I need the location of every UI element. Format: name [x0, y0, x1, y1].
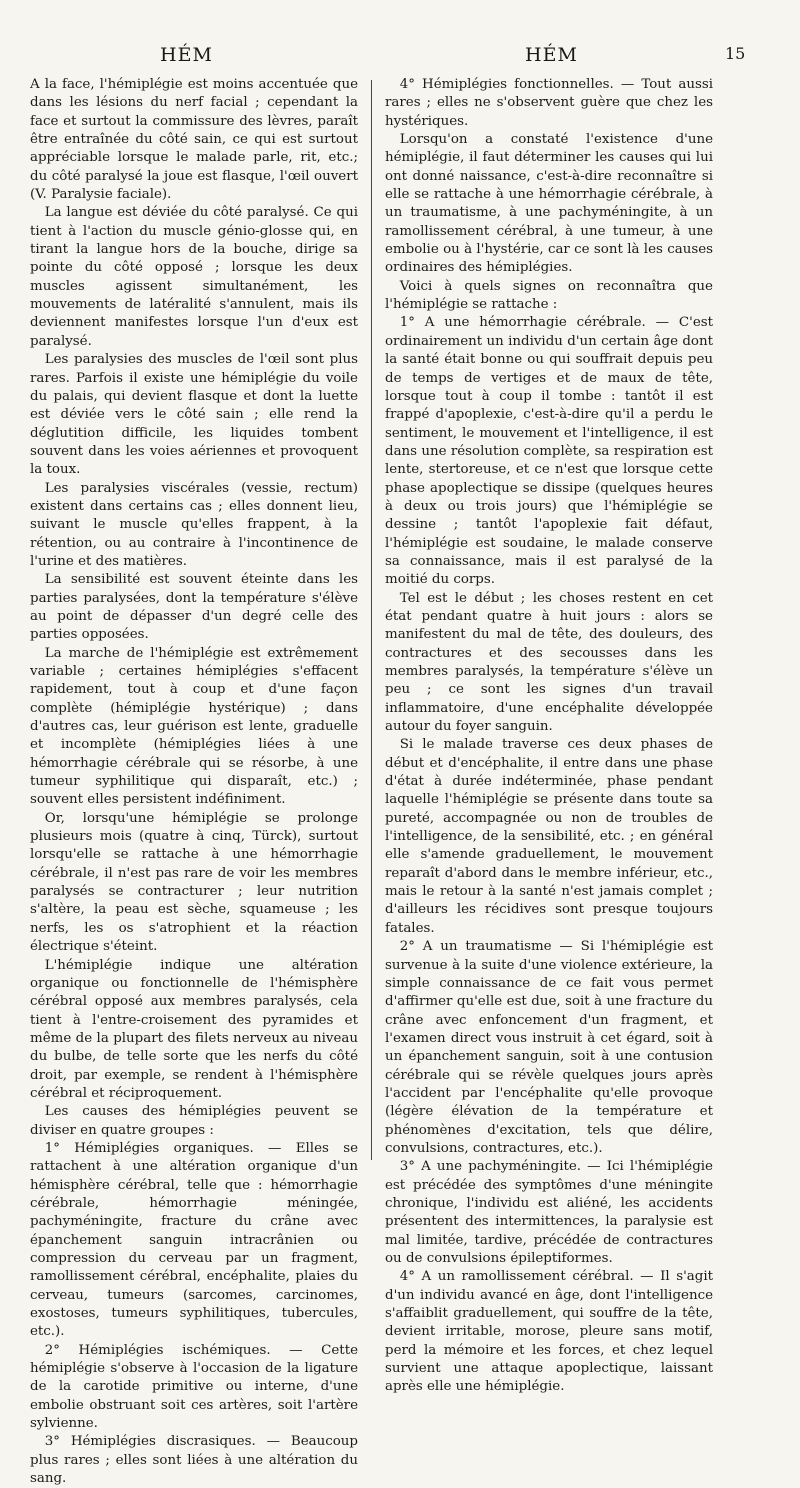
left-text-column — [30, 76, 358, 1488]
item-fonctionnelles: 4° Hémiplégies fonctionnelles. — Tout aussi rares ; elles ne s'observent guère que chez les hystériques. — [385, 77, 713, 129]
paragraph-debut: Tel est le début ; les choses restent en cet état pendant quatre à huit jours : alors se manifestent du mal de tête, des douleurs, des contractures et des secousses dans les membres paralysés, la température s'élève un peu ; ce sont les signes d'un travail inflammatoire, d'une encéphalite développée autour du foyer sanguin. — [385, 590, 713, 735]
running-header — [0, 36, 800, 76]
item-hemorrhagie: 1° A une hémorrhagie cérébrale. — C'est ordinairement un individu d'un certain âge dont la santé était bonne ou qui souffrait depuis peu de temps de vertiges et de maux de tête, lorsque tout à coup il tombe : tantôt il est frappé d'apoplexie, c'est-à-dire qu'il a perdu le sentiment, le mouvement et l'intelligence, il est dans une résolution complète, sa respiration est lente, stertoreuse, et ce n'est que lorsque cette phase apoplectique se dissipe (quelques heures à deux ou trois jours) que l'hémiplégie se dessine ; tantôt l'apoplexie fait défaut, l'hémiplégie est soudaine, le malade conserve sa connaissance, mais il est paralysé de la moitié du corps. — [385, 315, 713, 588]
column-divider — [371, 80, 372, 1160]
paragraph-prolongation: Or, lorsqu'une hémiplégie se prolonge plusieurs mois (quatre à cinq, Türck), surtout lorsqu'elle se rattache à une hémorrhagie cérébrale, il n'est pas rare de voir les membres paralysés se contracturer ; leur nutrition s'altère, la peau est sèche, squameuse ; les nerfs, les os s'atrophient et la réaction électrique s'éteint. — [30, 810, 358, 955]
paragraph-oeil: Les paralysies des muscles de l'œil sont plus rares. Parfois il existe une hémiplégie du voile du palais, qui devient flasque et dont la luette est déviée vers le côté sain ; elle rend la déglutition difficile, les liquides tombent souvent dans les voies aériennes et provoquent la toux. — [30, 352, 358, 478]
paragraph-sensibilite: La sensibilité est souvent éteinte dans les parties paralysées, dont la température s'élève au point de dépasser d'un degré celle des parties opposées. — [30, 572, 358, 643]
paragraph-langue: La langue est déviée du côté paralysé. Ce qui tient à l'action du muscle génio-glosse qui, en tirant la langue hors de la bouche, dirige sa pointe du côté opposé ; lorsque les deux muscles agissent simultanément, les mouvements de latéralité s'annulent, mais ils deviennent manifestes lorsque l'un d'eux est paralysé. — [30, 205, 358, 349]
page-number: 15 — [725, 44, 746, 63]
item-ramollissement: 4° A un ramollissement cérébral. — Il s'agit d'un individu avancé en âge, dont l'intelligence s'affaiblit graduellement, qui souffre de la tête, devient irritable, morose, pleure sans motif, perd la mémoire et les forces, et chez lequel survient une attaque apoplectique, laissant après elle une hémiplégie. — [385, 1269, 713, 1395]
running-head-right: HÉM — [525, 44, 578, 66]
paragraph-phase-etat: Si le malade traverse ces deux phases de début et d'encéphalite, il entre dans une phase d'état à durée indéterminée, phase pendant laquelle l'hémiplégie se présente dans toute sa pureté, accompagnée ou non de troubles de l'intelligence, de la sensibilité, etc. ; en général elle s'amende graduellement, le mouvement reparaît d'abord dans le membre inférieur, etc., mais le retour à la santé n'est jamais complet ; d'ailleurs les récidives sont presque toujours fatales. — [385, 737, 713, 936]
right-text-column — [385, 76, 713, 1397]
paragraph-marche: La marche de l'hémiplégie est extrêmement variable ; certaines hémiplégies s'effacent rapidement, tout à coup et d'une façon complète (hémiplégie hystérique) ; dans d'autres cas, leur guérison est lente, graduelle et incomplète (hémiplégies liées à une hémorrhagie cérébrale qui se résorbe, à une tumeur syphilitique qui disparaît, etc.) ; souvent elles persistent indéfiniment. — [30, 645, 358, 808]
paragraph-signes: Voici à quels signes on reconnaîtra que l'hémiplégie se rattache : — [385, 278, 713, 313]
item-traumatisme: 2° A un traumatisme — Si l'hémiplégie est survenue à la suite d'une violence extérieure, la simple connaissance de ce fait vous permet d'affirmer qu'elle est due, soit à une fracture du crâne avec enfoncement d'un fragment, et l'examen direct vous instruit à cet égard, soit à un épanchement sanguin, soit à une contusion cérébrale qui se révèle quelques jours après l'accident par l'encéphalite qu'elle provoque (légère élévation de la température et phénomènes d'excitation, tels que délire, convulsions, contractures, etc.). — [385, 939, 713, 1156]
running-head-left: HÉM — [160, 44, 213, 66]
item-ischemiques: 2° Hémiplégies ischémiques. — Cette hémiplégie s'observe à l'occasion de la ligature de la carotide primitive ou interne, d'une embolie obstruant soit ces artères, soit l'artère sylvienne. — [30, 1342, 358, 1432]
paragraph-alteration: L'hémiplégie indique une altération organique ou fonctionnelle de l'hémisphère cérébral opposé aux membres paralysés, cela tient à l'entre-croisement des pyramides et même de la plupart des filets nerveux au niveau du bulbe, de telle sorte que les nerfs du côté droit, par exemple, se rendent à l'hémisphère cérébral et réciproquement. — [30, 957, 358, 1101]
item-discrasiques: 3° Hémiplégies discrasiques. — Beaucoup plus rares ; elles sont liées à une altération du sang. — [30, 1434, 358, 1487]
paragraph-determiner-causes: Lorsqu'on a constaté l'existence d'une hémiplégie, il faut déterminer les causes qui lui ont donné naissance, c'est-à-dire reconnaître si elle se rattache à une hémorrhagie cérébrale, à un traumatisme, à une pachyméningite, à un ramollissement cérébral, à une tumeur, à une embolie ou à l'hystérie, car ce sont là les causes ordinaires des hémiplégies. — [385, 132, 713, 276]
paragraph-face: A la face, l'hémiplégie est moins accentuée que dans les lésions du nerf facial ; cependant la face et surtout la commissure des lèvres, paraît être entraînée du côté sain, ce qui est surtout appréciable lorsque le malade parle, rit, etc.; du côté paralysé la joue est flasque, l'œil ouvert (V. Paralysie faciale). — [30, 77, 358, 203]
item-organiques: 1° Hémiplégies organiques. — Elles se rattachent à une altération organique d'un hémisphère cérébral, telle que : hémorrhagie cérébrale, hémorrhagie méningée, pachyméningite, fracture du crâne avec épanchement sanguin intracrânien ou compression du cerveau par un fragment, ramollissement cérébral, encéphalite, plaies du cerveau, tumeurs (sarcomes, carcinomes, exostoses, tumeurs syphilitiques, tubercules, etc.). — [30, 1140, 358, 1340]
paragraph-visceres: Les paralysies viscérales (vessie, rectum) existent dans certains cas ; elles donnent lieu, suivant le muscle qu'elles frappent, à la rétention, ou au contraire à l'incontinence de l'urine et des matières. — [30, 480, 358, 569]
paragraph-causes: Les causes des hémiplégies peuvent se diviser en quatre groupes : — [30, 1104, 358, 1138]
item-pachymeningite: 3° A une pachyméningite. — Ici l'hémiplégie est précédée des symptômes d'une méningite chronique, l'individu est aliéné, les accidents présentent des intermittences, la paralysie est mal limitée, tardive, précédée de contractures ou de convulsions épileptiformes. — [385, 1159, 713, 1266]
